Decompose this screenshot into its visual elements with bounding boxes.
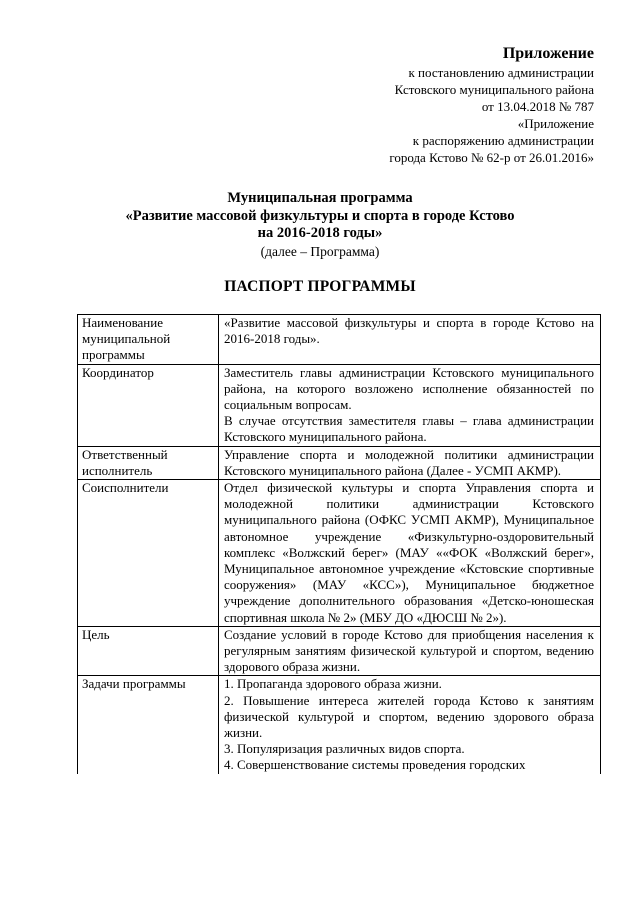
row-paragraph: 3. Популяризация различных видов спорта. — [224, 741, 465, 757]
program-title-line: Муниципальная программа — [227, 190, 413, 206]
row-label: Цель — [78, 626, 219, 676]
approval-line: к распоряжению администрации — [412, 133, 594, 148]
approval-line: к постановлению администрации — [408, 65, 594, 80]
row-value — [219, 626, 601, 676]
table-row — [78, 315, 601, 365]
row-value — [219, 676, 601, 774]
approval-line: города Кстово № 62-р от 26.01.2016» — [389, 150, 594, 165]
table-row — [78, 626, 601, 676]
row-value — [219, 446, 601, 479]
program-title-block — [0, 190, 640, 260]
table-row — [78, 446, 601, 479]
row-paragraph: 2. Повышение интереса жителей города Кстово к занятиям физической культурой и спортом, ведению здорового образа жизни. — [224, 692, 594, 741]
row-paragraph: Создание условий в городе Кстово для приобщения населения к регулярным занятиям физической культурой и спортом, ведению здорового образа жизни. — [224, 626, 594, 675]
approval-line: от 13.04.2018 № 787 — [481, 99, 594, 114]
row-paragraph: 1. Пропаганда здорового образа жизни. — [224, 676, 442, 692]
row-paragraph: 4. Совершенствование системы проведения городских — [224, 757, 526, 773]
row-label: Задачи программы — [78, 676, 219, 774]
approval-line: «Приложение — [517, 116, 594, 131]
row-value — [219, 364, 601, 446]
program-subtitle: (далее – Программа) — [260, 243, 380, 259]
row-value — [219, 315, 601, 365]
approval-heading: Приложение — [502, 45, 594, 62]
row-paragraph: Заместитель главы администрации Кстовского муниципального района, на которого возложено исполнение обязанностей по социальным вопросам. — [224, 364, 594, 413]
row-label: Координатор — [78, 364, 219, 446]
program-title-line: «Развитие массовой физкультуры и спорта в городе Кстово — [125, 207, 515, 224]
row-paragraph: В случае отсутствия заместителя главы – глава администрации Кстовского муниципального района. — [224, 413, 594, 445]
approval-line: Кстовского муниципального района — [394, 82, 594, 97]
row-paragraph: Отдел физической культуры и спорта Управления спорта и молодежной политики администрации Кстовского муниципального района (ОФКС УСМП АКМР), Муниципальное автономное учреждение «Физкультурно-оздоровительный комплекс «Волжский берег» (МАУ ««ФОК «Волжский берег», Муниципальное автономное учреждение «Кстовские спортивные сооружения» (МАУ «КСС»), Муниципальное бюджетное учреждение дополнительного образования «Детско-юношеская спортивная школа № 2» (МБУ ДО «ДЮСШ № 2»). — [224, 480, 594, 625]
passport-title: ПАСПОРТ ПРОГРАММЫ — [224, 278, 416, 295]
row-paragraph: «Развитие массовой физкультуры и спорта в городе Кстово на 2016-2018 годы». — [224, 315, 594, 347]
row-label: Ответственный исполнитель — [78, 446, 219, 479]
passport-table — [77, 314, 601, 774]
table-row — [78, 480, 601, 627]
approval-block — [389, 44, 594, 166]
row-paragraph: Управление спорта и молодежной политики администрации Кстовского муниципального района (Далее - УСМП АКМР). — [224, 446, 594, 478]
table-row — [78, 364, 601, 446]
table-row — [78, 676, 601, 774]
row-value — [219, 480, 601, 627]
program-title-line: на 2016-2018 годы» — [257, 225, 383, 241]
row-label: Наименование муниципальной программы — [78, 315, 219, 365]
row-label: Соисполнители — [78, 480, 219, 627]
